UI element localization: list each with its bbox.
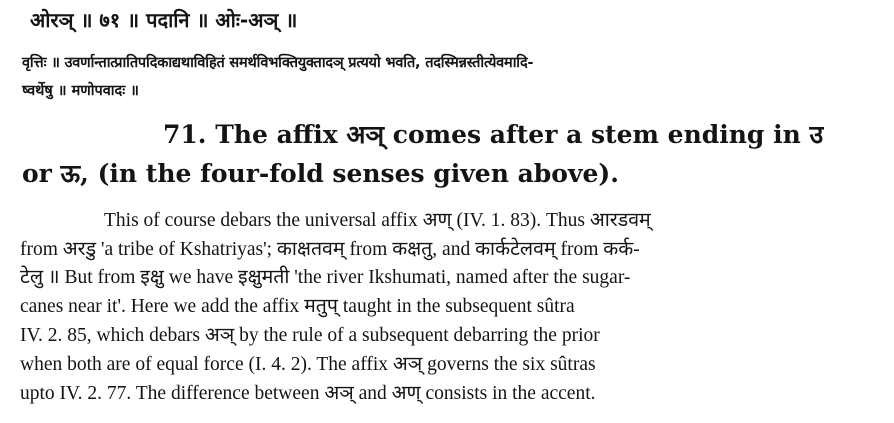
commentary-line: canes near it'. Here we add the affix मतुप् taught in the subsequent sûtra <box>20 296 575 317</box>
commentary-line: This of course debars the universal affix अण् (IV. 1. 83). Thus आरडवम् <box>104 210 651 231</box>
sutra-translation-line-2: or ऊ, (in the four-fold senses given above). <box>22 159 619 188</box>
sutra-header: ओरञ् ॥ ७१ ॥ पदानि ॥ ओः-अञ् ॥ <box>30 8 298 32</box>
sutra-translation-line-1: 71. The affix अञ् comes after a stem ending in उ <box>163 120 824 149</box>
vritti-line-2: ष्वर्थेषु ॥ मणोपवादः ॥ <box>22 83 139 99</box>
commentary-line: when both are of equal force (I. 4. 2). The affix अञ् governs the six sûtras <box>20 354 596 375</box>
commentary-line: from अरडु 'a tribe of Kshatriyas'; काक्षतवम् from कक्षतु, and कार्कटेलवम् from कर्क- <box>20 239 640 260</box>
commentary-line: IV. 2. 85, which debars अञ् by the rule of a subsequent debarring the prior <box>20 325 600 346</box>
commentary-line: upto IV. 2. 77. The difference between अञ् and अण् consists in the accent. <box>20 383 596 404</box>
vritti-line-1: वृत्तिः ॥ उवर्णान्तात्प्रातिपदिकाद्यथाविहितं समर्थविभक्तियुक्तादञ् प्रत्ययो भवति, तदस्मिन्नस्तीत्येवमादि- <box>22 55 534 71</box>
commentary-line: टेलु ॥ But from इक्षु we have इक्षुमती 'the river Ikshumati, named after the sugar- <box>20 267 631 288</box>
